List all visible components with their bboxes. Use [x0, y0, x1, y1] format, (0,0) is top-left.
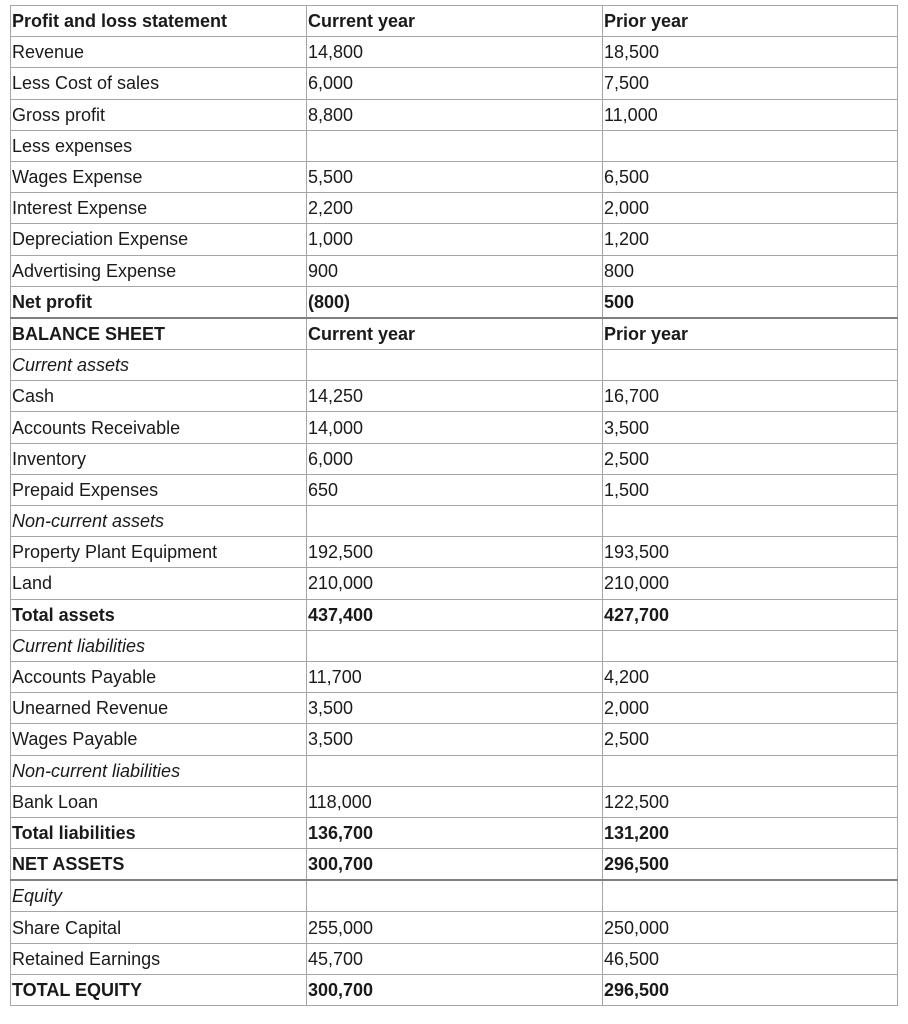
table-row — [11, 68, 898, 99]
prior-year-cell — [603, 630, 898, 661]
current-year-cell: 300,700 — [307, 974, 603, 1005]
table-row — [11, 99, 898, 130]
current-year-cell: 14,250 — [307, 381, 603, 412]
row-label-cell: Less expenses — [11, 130, 307, 161]
row-label-cell: Inventory — [11, 443, 307, 474]
prior-year-cell: 4,200 — [603, 661, 898, 692]
table-row — [11, 537, 898, 568]
prior-year-cell: 3,500 — [603, 412, 898, 443]
table-row — [11, 661, 898, 692]
prior-year-cell: 250,000 — [603, 912, 898, 943]
current-year-cell — [307, 880, 603, 912]
prior-year-cell: 1,200 — [603, 224, 898, 255]
table-row — [11, 912, 898, 943]
current-year-cell — [307, 506, 603, 537]
table-row — [11, 6, 898, 37]
row-label-cell: Non-current liabilities — [11, 755, 307, 786]
table-row — [11, 568, 898, 599]
prior-year-cell — [603, 130, 898, 161]
prior-year-cell: 2,500 — [603, 724, 898, 755]
prior-year-cell: 296,500 — [603, 849, 898, 881]
row-label-cell: Current liabilities — [11, 630, 307, 661]
table-row — [11, 630, 898, 661]
table-row — [11, 755, 898, 786]
current-year-cell: 11,700 — [307, 661, 603, 692]
financial-statement-table — [10, 5, 898, 1006]
table-row — [11, 880, 898, 912]
table-row — [11, 506, 898, 537]
row-label-cell: Interest Expense — [11, 193, 307, 224]
prior-year-cell: 2,000 — [603, 693, 898, 724]
current-year-cell: 6,000 — [307, 68, 603, 99]
current-year-cell: 6,000 — [307, 443, 603, 474]
table-row — [11, 381, 898, 412]
row-label-cell: Wages Payable — [11, 724, 307, 755]
table-row — [11, 161, 898, 192]
row-label-cell: Wages Expense — [11, 161, 307, 192]
table-row — [11, 224, 898, 255]
table-row — [11, 724, 898, 755]
prior-year-cell: 7,500 — [603, 68, 898, 99]
row-label-cell: Land — [11, 568, 307, 599]
row-label-cell: Property Plant Equipment — [11, 537, 307, 568]
current-year-cell: 650 — [307, 474, 603, 505]
current-year-cell — [307, 130, 603, 161]
current-year-cell: 45,700 — [307, 943, 603, 974]
row-label-cell: Bank Loan — [11, 786, 307, 817]
current-year-cell: 136,700 — [307, 817, 603, 848]
table-row — [11, 255, 898, 286]
row-label-cell: Accounts Receivable — [11, 412, 307, 443]
row-label-cell: Unearned Revenue — [11, 693, 307, 724]
row-label-cell: Revenue — [11, 37, 307, 68]
table-row — [11, 443, 898, 474]
current-year-cell: 14,000 — [307, 412, 603, 443]
row-label-cell: BALANCE SHEET — [11, 318, 307, 350]
current-year-cell: 900 — [307, 255, 603, 286]
table-row — [11, 974, 898, 1005]
table-row — [11, 193, 898, 224]
current-year-cell: 192,500 — [307, 537, 603, 568]
table-row — [11, 817, 898, 848]
current-year-cell: 14,800 — [307, 37, 603, 68]
current-year-cell: Current year — [307, 6, 603, 37]
prior-year-cell: 193,500 — [603, 537, 898, 568]
prior-year-cell: 18,500 — [603, 37, 898, 68]
current-year-cell: 300,700 — [307, 849, 603, 881]
row-label-cell: Gross profit — [11, 99, 307, 130]
current-year-cell: 2,200 — [307, 193, 603, 224]
row-label-cell: Current assets — [11, 350, 307, 381]
current-year-cell — [307, 350, 603, 381]
prior-year-cell: 11,000 — [603, 99, 898, 130]
prior-year-cell: 210,000 — [603, 568, 898, 599]
financial-statement-body — [11, 6, 898, 1006]
prior-year-cell: 500 — [603, 286, 898, 318]
current-year-cell: 118,000 — [307, 786, 603, 817]
prior-year-cell — [603, 506, 898, 537]
current-year-cell: 3,500 — [307, 724, 603, 755]
current-year-cell: 1,000 — [307, 224, 603, 255]
current-year-cell: 3,500 — [307, 693, 603, 724]
prior-year-cell: Prior year — [603, 6, 898, 37]
prior-year-cell: 427,700 — [603, 599, 898, 630]
row-label-cell: Less Cost of sales — [11, 68, 307, 99]
current-year-cell: 255,000 — [307, 912, 603, 943]
table-row — [11, 286, 898, 318]
table-row — [11, 37, 898, 68]
table-row — [11, 318, 898, 350]
prior-year-cell — [603, 350, 898, 381]
prior-year-cell: 46,500 — [603, 943, 898, 974]
row-label-cell: Share Capital — [11, 912, 307, 943]
row-label-cell: Accounts Payable — [11, 661, 307, 692]
current-year-cell: 437,400 — [307, 599, 603, 630]
prior-year-cell — [603, 755, 898, 786]
table-row — [11, 943, 898, 974]
table-row — [11, 474, 898, 505]
prior-year-cell: 16,700 — [603, 381, 898, 412]
row-label-cell: Equity — [11, 880, 307, 912]
prior-year-cell: 2,500 — [603, 443, 898, 474]
table-row — [11, 693, 898, 724]
row-label-cell: Advertising Expense — [11, 255, 307, 286]
row-label-cell: Prepaid Expenses — [11, 474, 307, 505]
prior-year-cell: 800 — [603, 255, 898, 286]
row-label-cell: Total assets — [11, 599, 307, 630]
prior-year-cell: 296,500 — [603, 974, 898, 1005]
row-label-cell: TOTAL EQUITY — [11, 974, 307, 1005]
table-row — [11, 130, 898, 161]
row-label-cell: Cash — [11, 381, 307, 412]
current-year-cell: 210,000 — [307, 568, 603, 599]
table-row — [11, 849, 898, 881]
prior-year-cell: 122,500 — [603, 786, 898, 817]
table-row — [11, 786, 898, 817]
current-year-cell — [307, 630, 603, 661]
table-row — [11, 412, 898, 443]
prior-year-cell: 2,000 — [603, 193, 898, 224]
current-year-cell: Current year — [307, 318, 603, 350]
current-year-cell: 5,500 — [307, 161, 603, 192]
prior-year-cell — [603, 880, 898, 912]
prior-year-cell: Prior year — [603, 318, 898, 350]
table-row — [11, 350, 898, 381]
current-year-cell — [307, 755, 603, 786]
row-label-cell: Retained Earnings — [11, 943, 307, 974]
current-year-cell: (800) — [307, 286, 603, 318]
current-year-cell: 8,800 — [307, 99, 603, 130]
row-label-cell: Net profit — [11, 286, 307, 318]
row-label-cell: Non-current assets — [11, 506, 307, 537]
table-row — [11, 599, 898, 630]
prior-year-cell: 1,500 — [603, 474, 898, 505]
prior-year-cell: 131,200 — [603, 817, 898, 848]
prior-year-cell: 6,500 — [603, 161, 898, 192]
row-label-cell: Depreciation Expense — [11, 224, 307, 255]
row-label-cell: Profit and loss statement — [11, 6, 307, 37]
row-label-cell: NET ASSETS — [11, 849, 307, 881]
row-label-cell: Total liabilities — [11, 817, 307, 848]
